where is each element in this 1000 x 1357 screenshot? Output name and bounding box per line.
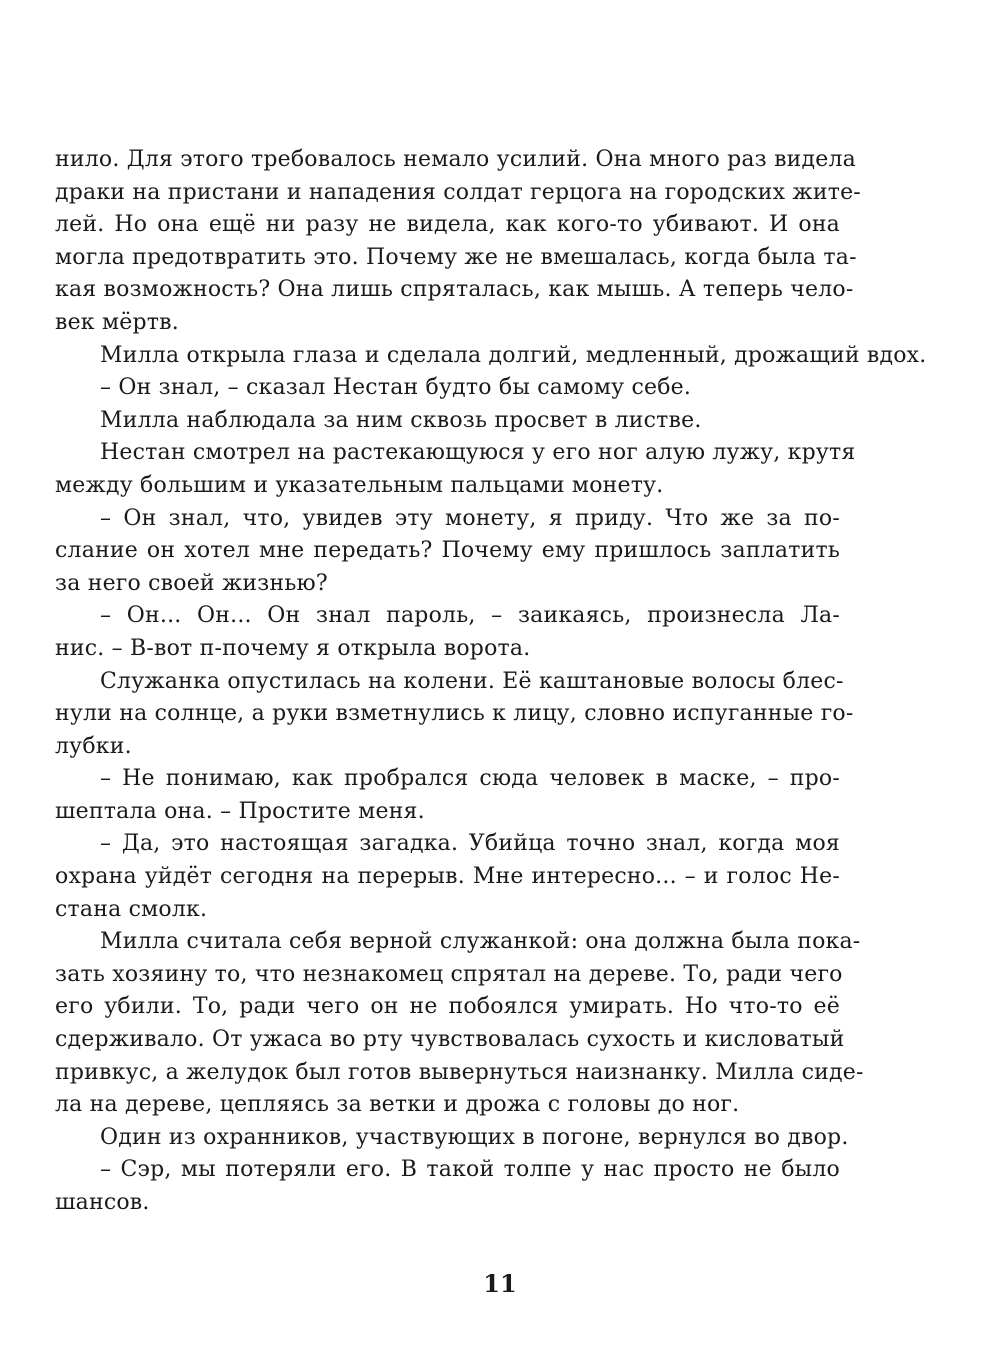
- text-line: нис. – В-вот п-почему я открыла ворота.: [55, 635, 531, 661]
- text-line: сдерживало. От ужаса во рту чувствовалась сухость и кисловатый: [55, 1027, 845, 1053]
- text-line: могла предотвратить это. Почему же не вмешалась, когда была та-: [55, 244, 857, 270]
- body-text: [55, 144, 927, 1220]
- text-line: зать хозяину то, что незнакомец спрятал на дереве. То, ради чего: [55, 961, 843, 987]
- text-line: шансов.: [55, 1190, 150, 1215]
- text-line: – Сэр, мы потеряли его. В такой толпе у нас просто не было: [100, 1157, 840, 1183]
- text-line: – Он знал, – сказал Нестан будто бы самому себе.: [100, 375, 692, 401]
- text-line: нило. Для этого требовалось немало усилий. Она много раз видела: [55, 147, 856, 172]
- text-line: век мёртв.: [55, 309, 179, 335]
- text-line: Милла открыла глаза и сделала долгий, медленный, дрожащий вдох.: [100, 342, 927, 368]
- text-line: шептала она. – Простите меня.: [55, 798, 425, 824]
- text-line: ла на дереве, цепляясь за ветки и дрожа с головы до ног.: [55, 1092, 740, 1118]
- text-line: лей. Но она ещё ни разу не видела, как кого-то убивают. И она: [55, 212, 840, 238]
- text-line: слание он хотел мне передать? Почему ему пришлось заплатить: [55, 538, 840, 564]
- text-line: Милла наблюдала за ним сквозь просвет в листве.: [100, 407, 702, 433]
- text-line: – Он... Он... Он знал пароль, – заикаясь, произнесла Ла-: [100, 603, 840, 629]
- page-number: 11: [483, 1269, 517, 1298]
- text-line: Один из охранников, участвующих в погоне, вернулся во двор.: [100, 1124, 849, 1150]
- text-line: – Да, это настоящая загадка. Убийца точно знал, когда моя: [100, 831, 840, 857]
- text-line: – Он знал, что, увидев эту монету, я приду. Что же за по-: [100, 505, 840, 531]
- text-line: Милла считала себя верной служанкой: она должна была пока-: [100, 929, 861, 955]
- text-line: его убили. То, ради чего он не побоялся умирать. Но что-то её: [55, 994, 840, 1020]
- text-line: за него своей жизнью?: [55, 570, 328, 596]
- text-line: между большим и указательным пальцами монету.: [55, 472, 664, 498]
- text-line: нули на солнце, а руки взметнулись к лицу, словно испуганные го-: [55, 701, 854, 727]
- text-line: Нестан смотрел на растекающуюся у его ног алую лужу, крутя: [100, 440, 856, 466]
- text-line: лубки.: [55, 733, 132, 759]
- text-line: – Не понимаю, как пробрался сюда человек в маске, – про-: [100, 766, 840, 792]
- text-line: кая возможность? Она лишь спряталась, как мышь. А теперь чело-: [55, 277, 854, 303]
- text-line: стана смолк.: [55, 896, 208, 922]
- text-line: охрана уйдёт сегодня на перерыв. Мне интересно... – и голос Не-: [55, 864, 840, 890]
- text-line: Служанка опустилась на колени. Её каштановые волосы блес-: [100, 668, 844, 694]
- text-line: привкус, а желудок был готов вывернуться наизнанку. Милла сиде-: [55, 1059, 864, 1085]
- text-line: драки на пристани и нападения солдат герцога на городских жите-: [55, 179, 861, 205]
